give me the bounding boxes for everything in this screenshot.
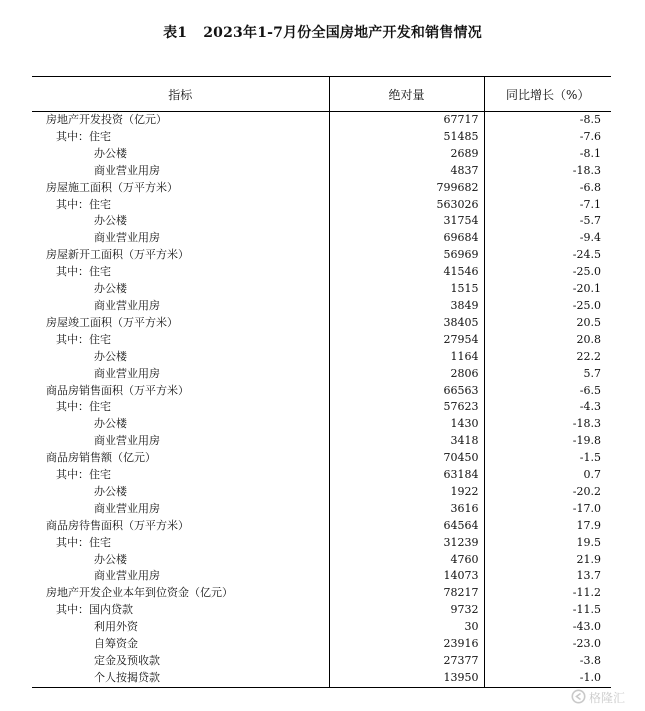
row-indicator-label: 房屋新开工面积（万平方米） [46, 248, 189, 262]
row-absolute-value: 56969 [329, 247, 484, 264]
row-yoy-growth: -24.5 [572, 248, 601, 262]
row-indicator-label: 办公楼 [94, 484, 127, 498]
row-yoy-growth: 22.2 [576, 349, 601, 363]
row-absolute-value: 563026 [329, 197, 484, 214]
row-indicator-label: 其中：住宅 [56, 265, 111, 279]
row-absolute-value: 70450 [329, 450, 484, 467]
row-absolute-value: 57623 [329, 399, 484, 416]
row-yoy-growth: 13.7 [576, 569, 601, 583]
row-indicator-label: 办公楼 [94, 282, 127, 296]
table-row [32, 112, 611, 129]
statistics-table [32, 76, 611, 688]
row-absolute-value: 38405 [329, 315, 484, 332]
row-indicator-label: 商品房销售额（亿元） [46, 451, 156, 465]
row-indicator-label: 商业营业用房 [94, 298, 160, 312]
table-row [32, 636, 611, 653]
row-indicator-label: 房屋竣工面积（万平方米） [46, 315, 178, 329]
row-absolute-value: 64564 [329, 518, 484, 535]
row-indicator-label: 商业营业用房 [94, 163, 160, 177]
table-row [32, 129, 611, 146]
row-absolute-value: 67717 [329, 112, 484, 129]
row-indicator-label: 利用外资 [94, 620, 138, 634]
row-absolute-value: 23916 [329, 636, 484, 653]
row-yoy-growth: -18.3 [572, 163, 601, 177]
row-indicator-label: 其中：国内贷款 [56, 603, 133, 617]
row-absolute-value: 51485 [329, 129, 484, 146]
table-row [32, 332, 611, 349]
row-absolute-value: 66563 [329, 383, 484, 400]
row-indicator-label: 办公楼 [94, 417, 127, 431]
table-row [32, 585, 611, 602]
watermark [571, 688, 631, 706]
row-yoy-growth: 20.5 [576, 315, 601, 329]
table-title: 2023年1-7月份全国房地产开发和销售情况 [203, 25, 482, 41]
row-indicator-label: 房地产开发企业本年到位资金（亿元） [46, 586, 233, 600]
table-row [32, 484, 611, 501]
row-indicator-label: 定金及预收款 [94, 654, 160, 667]
row-yoy-growth: 0.7 [583, 468, 601, 482]
row-indicator-label: 其中：住宅 [56, 332, 111, 346]
row-absolute-value: 4837 [329, 163, 484, 180]
row-indicator-label: 其中：住宅 [56, 129, 111, 143]
row-yoy-growth: -6.8 [579, 180, 601, 194]
row-indicator-label: 商业营业用房 [94, 231, 160, 245]
table-row [32, 298, 611, 315]
row-yoy-growth: -8.5 [579, 113, 601, 126]
row-absolute-value: 78217 [329, 585, 484, 602]
table-row [32, 653, 611, 670]
row-absolute-value: 69684 [329, 230, 484, 247]
row-yoy-growth: -9.4 [579, 231, 601, 245]
row-absolute-value: 3418 [329, 433, 484, 450]
row-absolute-value: 41546 [329, 264, 484, 281]
row-yoy-growth: -3.8 [579, 654, 601, 667]
table-row [32, 399, 611, 416]
row-absolute-value: 31754 [329, 213, 484, 230]
row-yoy-growth: -11.5 [572, 603, 601, 617]
row-yoy-growth: 19.5 [576, 535, 601, 549]
gelonghui-logo-icon [571, 689, 586, 704]
row-absolute-value: 3849 [329, 298, 484, 315]
table-row [32, 416, 611, 433]
row-indicator-label: 其中：住宅 [56, 400, 111, 414]
row-yoy-growth: -7.1 [579, 197, 601, 211]
row-absolute-value: 1430 [329, 416, 484, 433]
table-row [32, 315, 611, 332]
row-indicator-label: 办公楼 [94, 349, 127, 363]
row-indicator-label: 其中：住宅 [56, 197, 111, 211]
row-indicator-label: 房屋施工面积（万平方米） [46, 180, 178, 194]
row-absolute-value: 27954 [329, 332, 484, 349]
row-yoy-growth: -18.3 [572, 417, 601, 431]
row-yoy-growth: -19.8 [572, 434, 601, 448]
row-absolute-value: 27377 [329, 653, 484, 670]
row-yoy-growth: -8.1 [579, 146, 601, 160]
row-indicator-label: 其中：住宅 [56, 535, 111, 549]
table-row [32, 383, 611, 400]
row-yoy-growth: -11.2 [572, 586, 601, 600]
table-row [32, 501, 611, 518]
table-row [32, 163, 611, 180]
row-indicator-label: 商品房销售面积（万平方米） [46, 383, 189, 397]
row-absolute-value: 799682 [329, 180, 484, 197]
row-yoy-growth: -5.7 [579, 214, 601, 228]
table-row [32, 281, 611, 298]
table-row [32, 247, 611, 264]
row-yoy-growth: -25.0 [572, 298, 601, 312]
row-indicator-label: 自筹资金 [94, 637, 138, 651]
row-yoy-growth: -17.0 [572, 501, 601, 515]
table-row [32, 619, 611, 636]
row-indicator-label: 办公楼 [94, 146, 127, 160]
table-row [32, 433, 611, 450]
table-row [32, 670, 611, 687]
row-absolute-value: 31239 [329, 535, 484, 552]
table-row [32, 213, 611, 230]
row-absolute-value: 63184 [329, 467, 484, 484]
watermark-text: 格隆汇 [589, 691, 626, 705]
row-indicator-label: 办公楼 [94, 552, 127, 566]
row-yoy-growth: -1.0 [484, 670, 611, 687]
row-absolute-value: 3616 [329, 501, 484, 518]
table-row [32, 467, 611, 484]
row-indicator-label: 商业营业用房 [94, 434, 160, 448]
row-absolute-value: 1164 [329, 349, 484, 366]
row-indicator-label: 办公楼 [94, 214, 127, 228]
row-yoy-growth: -23.0 [572, 637, 601, 651]
column-header-absolute: 绝对量 [329, 77, 484, 112]
row-yoy-growth: -7.6 [579, 129, 601, 143]
row-indicator-label: 商业营业用房 [94, 501, 160, 515]
table-row [32, 197, 611, 214]
row-yoy-growth: 21.9 [576, 552, 601, 566]
column-header-indicator: 指标 [32, 77, 329, 112]
row-absolute-value: 1922 [329, 484, 484, 501]
row-absolute-value: 13950 [329, 670, 484, 687]
table-row [32, 568, 611, 585]
row-indicator-label: 商业营业用房 [94, 569, 160, 583]
row-yoy-growth: -6.5 [579, 383, 601, 397]
row-absolute-value: 30 [329, 619, 484, 636]
row-yoy-growth: -1.5 [579, 451, 601, 465]
row-absolute-value: 4760 [329, 552, 484, 569]
row-absolute-value: 1515 [329, 281, 484, 298]
table-row [32, 518, 611, 535]
table-row [32, 230, 611, 247]
table-body [32, 112, 611, 688]
table-row [32, 180, 611, 197]
table-row [32, 366, 611, 383]
table-row [32, 552, 611, 569]
row-absolute-value: 14073 [329, 568, 484, 585]
row-yoy-growth: -20.1 [572, 282, 601, 296]
row-indicator-label: 个人按揭贷款 [32, 670, 329, 687]
row-indicator-label: 商品房待售面积（万平方米） [46, 518, 189, 532]
row-absolute-value: 2806 [329, 366, 484, 383]
table-header-row [32, 77, 611, 112]
row-indicator-label: 房地产开发投资（亿元） [46, 113, 167, 126]
row-yoy-growth: -43.0 [572, 620, 601, 634]
table-row [32, 264, 611, 281]
row-yoy-growth: -25.0 [572, 265, 601, 279]
table-row [32, 450, 611, 467]
row-yoy-growth: -20.2 [572, 484, 601, 498]
row-indicator-label: 其中：住宅 [56, 468, 111, 482]
row-yoy-growth: 5.7 [583, 366, 601, 380]
table-row [32, 602, 611, 619]
table-row [32, 349, 611, 366]
row-indicator-label: 商业营业用房 [94, 366, 160, 380]
row-absolute-value: 9732 [329, 602, 484, 619]
row-yoy-growth: -4.3 [579, 400, 601, 414]
column-header-yoy: 同比增长（%） [484, 77, 611, 112]
row-yoy-growth: 20.8 [576, 332, 601, 346]
table-row [32, 535, 611, 552]
table-row [32, 146, 611, 163]
row-yoy-growth: 17.9 [576, 518, 601, 532]
table-number: 表1 [163, 25, 188, 41]
page-title [0, 22, 645, 42]
row-absolute-value: 2689 [329, 146, 484, 163]
